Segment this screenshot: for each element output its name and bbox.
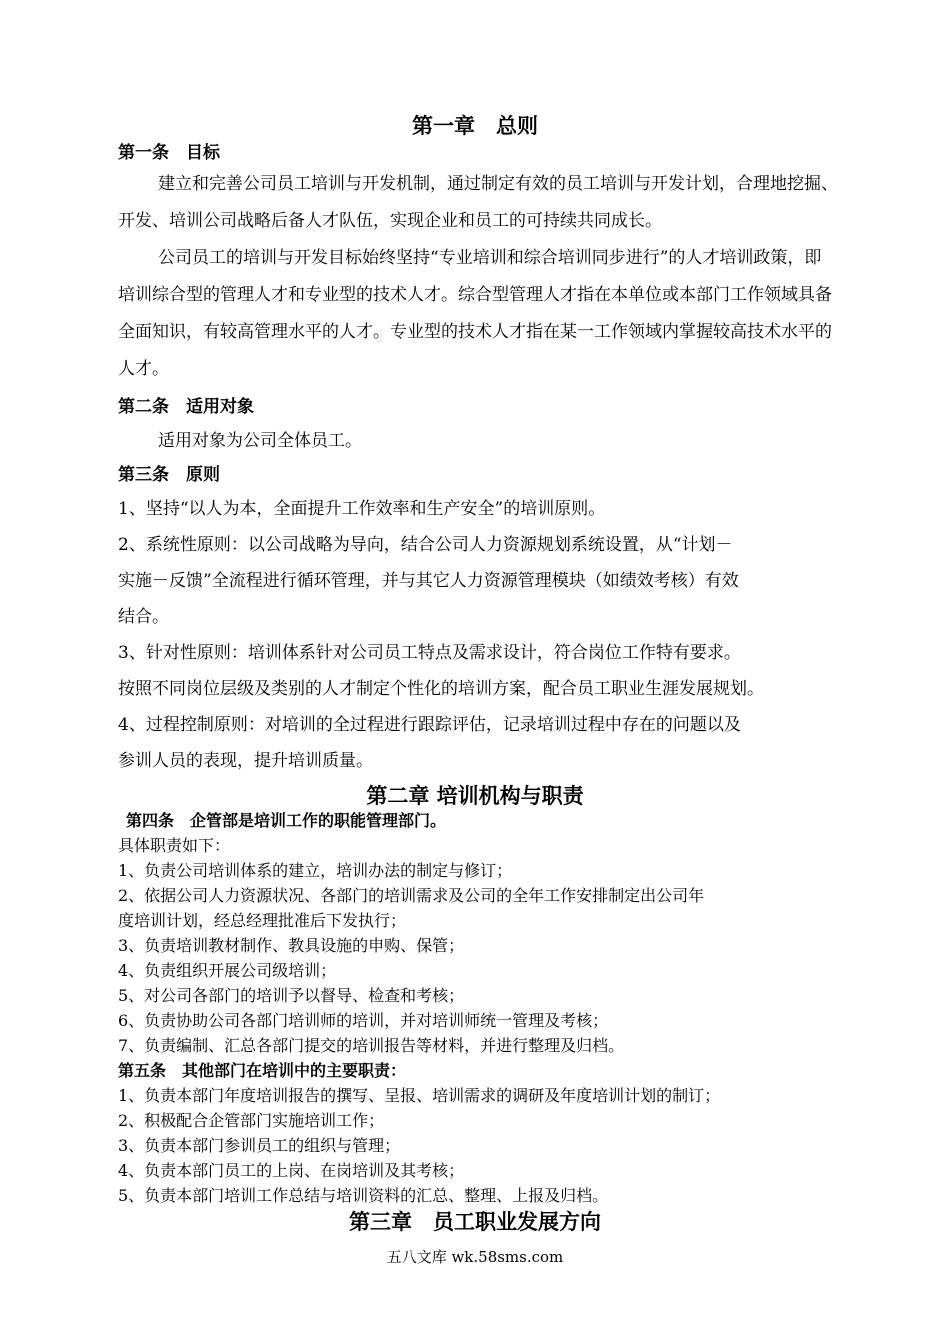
article5-line: 4、负责本部门员工的上岗、在岗培训及其考核； [118, 1161, 465, 1180]
article1-title: 第一条 目标 [118, 143, 220, 163]
article3-title: 第三条 原则 [118, 465, 220, 485]
article4-line: 度培训计划，经总经理批准后下发执行； [118, 911, 407, 930]
article3-line: 参训人员的表现，提升培训质量。 [118, 751, 373, 771]
article4-line: 3、负责培训教材制作、教具设施的申购、保管； [118, 936, 465, 955]
article5-line: 3、负责本部门参训员工的组织与管理； [118, 1136, 401, 1155]
article3-line: 2、系统性原则：以公司战略为导向，结合公司人力资源规划系统设置，从“计划－ [118, 535, 733, 555]
chapter3-title: 第三章 员工职业发展方向 [349, 1209, 601, 1234]
article4-line: 4、负责组织开展公司级培训； [118, 961, 337, 980]
article4-line: 6、负责协助公司各部门培训师的培训，并对培训师统一管理及考核； [118, 1011, 609, 1030]
article3-line: 实施－反馈”全流程进行循环管理，并与其它人力资源管理模块（如绩效考核）有效 [118, 571, 739, 591]
article3-line: 按照不同岗位层级及类别的人才制定个性化的培训方案，配合员工职业生涯发展规划。 [118, 679, 764, 699]
article1-paragraph1: 建立和完善公司员工培训与开发机制，通过制定有效的员工培训与开发计划，合理地挖掘、开发、培训公司战略后备人才队伍，实现企业和员工的可持续共同成长。 [118, 174, 838, 231]
article3-line: 1、坚持“以人为本，全面提升工作效率和生产安全”的培训原则。 [118, 499, 606, 519]
article3-line: 4、过程控制原则：对培训的全过程进行跟踪评估，记录培训过程中存在的问题以及 [118, 715, 741, 735]
article4-line: 5、对公司各部门的培训予以督导、检查和考核； [118, 986, 465, 1005]
article4-title: 第四条 企管部是培训工作的职能管理部门。 [126, 811, 447, 830]
article4-line: 7、负责编制、汇总各部门提交的培训报告等材料，并进行整理及归档。 [118, 1036, 625, 1055]
article5-title: 第五条 其他部门在培训中的主要职责： [118, 1061, 407, 1080]
article4-line: 1、负责公司培训体系的建立，培训办法的制定与修订； [118, 861, 513, 880]
article2-paragraph: 适用对象为公司全体员工。 [158, 431, 362, 451]
article5-line: 2、积极配合企管部门实施培训工作； [118, 1111, 385, 1130]
chapter1-title: 第一章 总则 [412, 113, 538, 138]
article1-paragraph2: 公司员工的培训与开发目标始终坚持“专业培训和综合培训同步进行”的人才培训政策，即培训综合型的管理人才和专业型的技术人才。综合型管理人才指在本单位或本部门工作领域具备全面知识，有较高管理水平的人才。专业型的技术人才指在某一工作领域内掌握较高技术水平的人才。 [118, 248, 832, 379]
article4-line: 2、依据公司人力资源状况、各部门的培训需求及公司的全年工作安排制定出公司年 [118, 886, 705, 905]
article2-title: 第二条 适用对象 [118, 397, 254, 417]
article5-line: 5、负责本部门培训工作总结与培训资料的汇总、整理、上报及归档。 [118, 1186, 609, 1205]
article3-line: 结合。 [118, 607, 169, 627]
article5-line: 1、负责本部门年度培训报告的撰写、呈报、培训需求的调研及年度培训计划的制订； [118, 1086, 721, 1105]
footer-watermark: 五八文库 wk.58sms.com [386, 1248, 564, 1266]
article3-line: 3、针对性原则：培训体系针对公司员工特点及需求设计，符合岗位工作特有要求。 [118, 643, 741, 663]
chapter2-title: 第二章 培训机构与职责 [366, 783, 584, 808]
article4-intro: 具体职责如下： [118, 836, 231, 855]
